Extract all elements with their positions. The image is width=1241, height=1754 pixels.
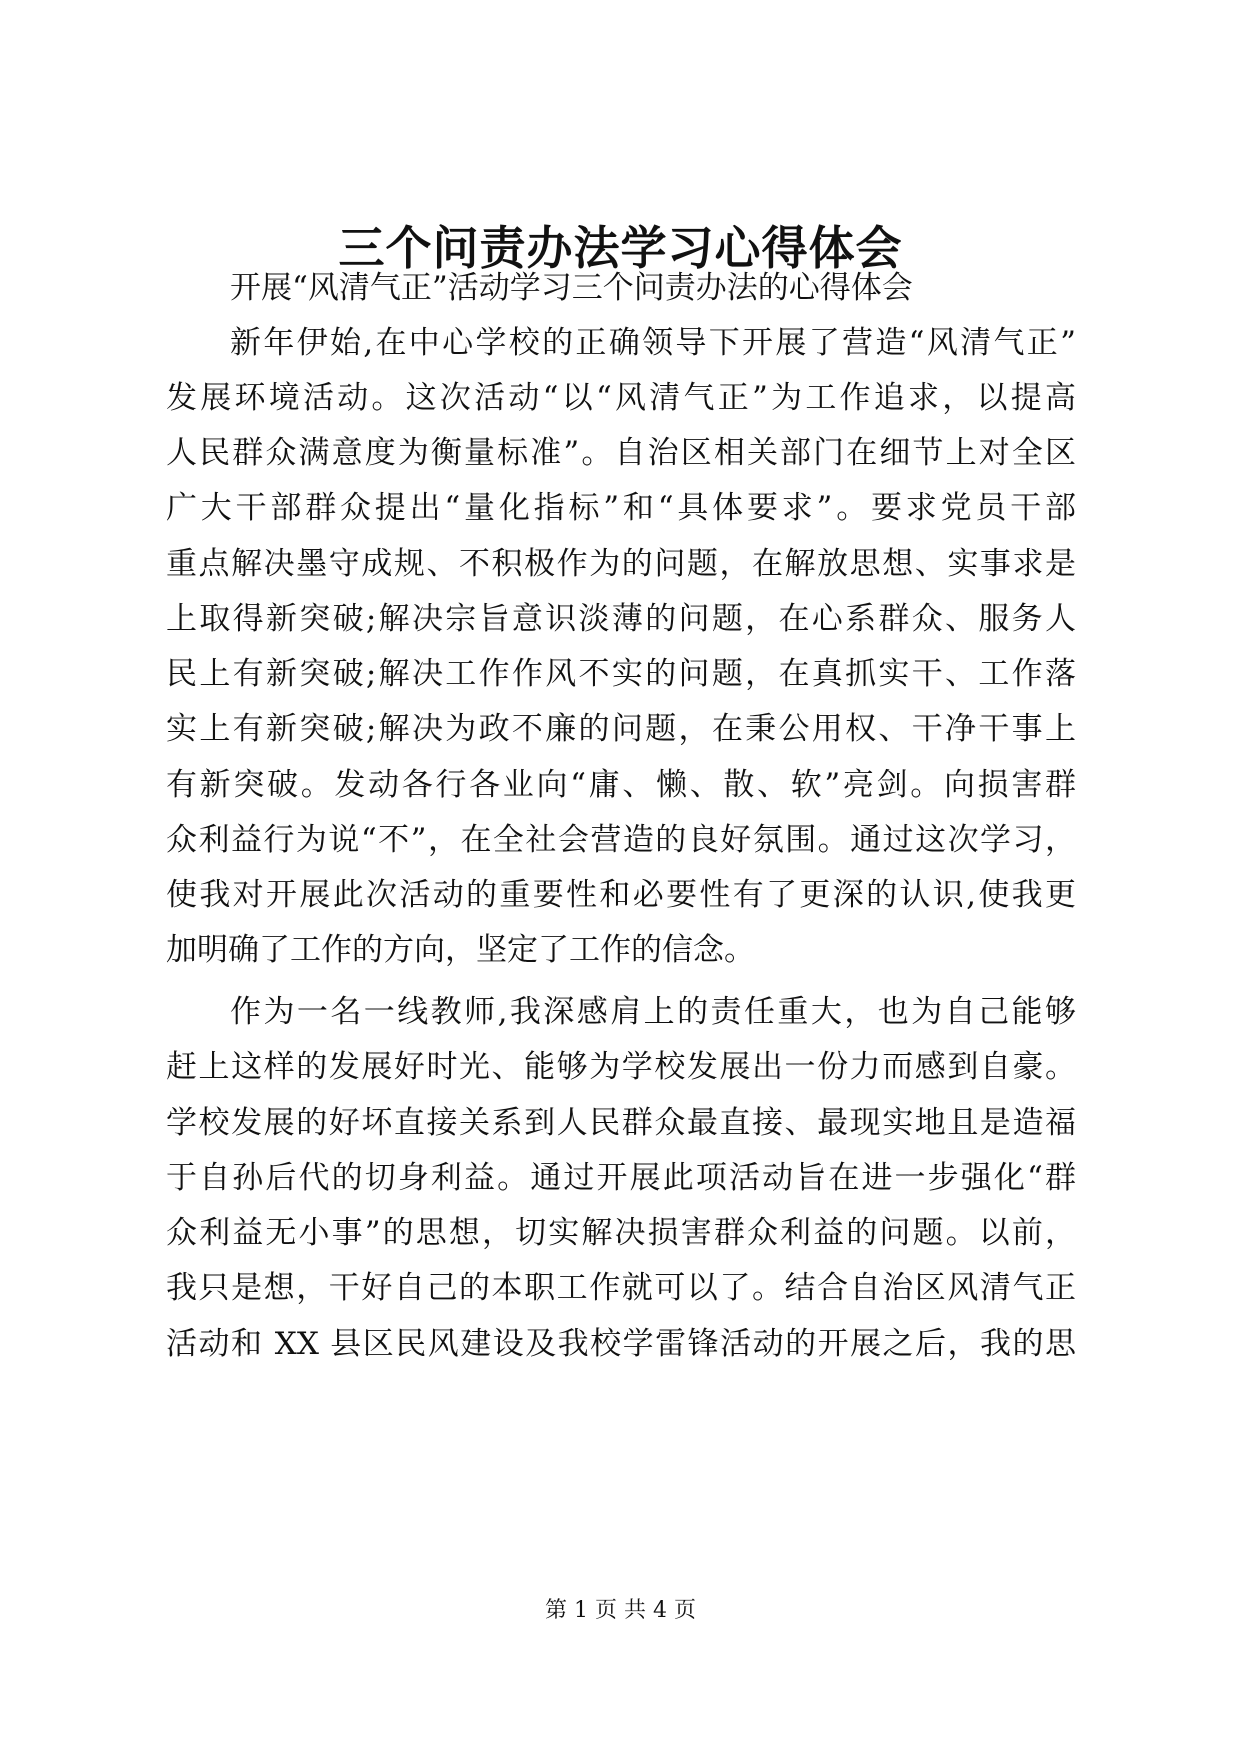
paragraph-line: 学校发展的好坏直接关系到人民群众最直接、最现实地且是造福: [166, 1105, 1076, 1141]
paragraph-line: 众利益无小事”的思想，切实解决损害群众利益的问题。以前，: [166, 1215, 1076, 1251]
document-subtitle: 开展“风清气正”活动学习三个问责办法的心得体会: [230, 270, 913, 306]
paragraph-line: 作为一名一线教师,我深感肩上的责任重大，也为自己能够: [230, 994, 1076, 1030]
document-title: 三个问责办法学习心得体会: [338, 221, 903, 275]
paragraph-line: 实上有新突破;解决为政不廉的问题，在秉公用权、干净干事上: [166, 711, 1076, 747]
paragraph-line: 我只是想，干好自己的本职工作就可以了。结合自治区风清气正: [166, 1270, 1076, 1306]
paragraph-line: 人民群众满意度为衡量标准”。自治区相关部门在细节上对全区: [166, 435, 1076, 471]
paragraph-line: 民上有新突破;解决工作作风不实的问题，在真抓实干、工作落: [166, 656, 1076, 692]
paragraph-line: 活动和 XX 县区民风建设及我校学雷锋活动的开展之后，我的思: [166, 1326, 1076, 1362]
paragraph-line: 众利益行为说“不”，在全社会营造的良好氛围。通过这次学习，: [166, 822, 1076, 858]
paragraph-line: 重点解决墨守成规、不积极作为的问题，在解放思想、实事求是: [166, 546, 1076, 582]
paragraph-line: 于自孙后代的切身利益。通过开展此项活动旨在进一步强化“群: [166, 1160, 1076, 1196]
paragraph-line: 使我对开展此次活动的重要性和必要性有了更深的认识,使我更: [166, 877, 1076, 913]
paragraph-line: 上取得新突破;解决宗旨意识淡薄的问题，在心系群众、服务人: [166, 601, 1076, 637]
page-indicator: 第 1 页 共 4 页: [545, 1598, 696, 1623]
paragraph-line: 加明确了工作的方向，坚定了工作的信念。: [166, 932, 755, 968]
paragraph-line: 发展环境活动。这次活动“以“风清气正”为工作追求，以提高: [166, 380, 1076, 416]
paragraph-line: 新年伊始,在中心学校的正确领导下开展了营造“风清气正”: [230, 325, 1076, 361]
paragraph-line: 赶上这样的发展好时光、能够为学校发展出一份力而感到自豪。: [166, 1049, 1076, 1085]
paragraph-line: 有新突破。发动各行各业向“庸、懒、散、软”亮剑。向损害群: [166, 767, 1076, 803]
paragraph-line: 广大干部群众提出“量化指标”和“具体要求”。要求党员干部: [166, 490, 1076, 526]
